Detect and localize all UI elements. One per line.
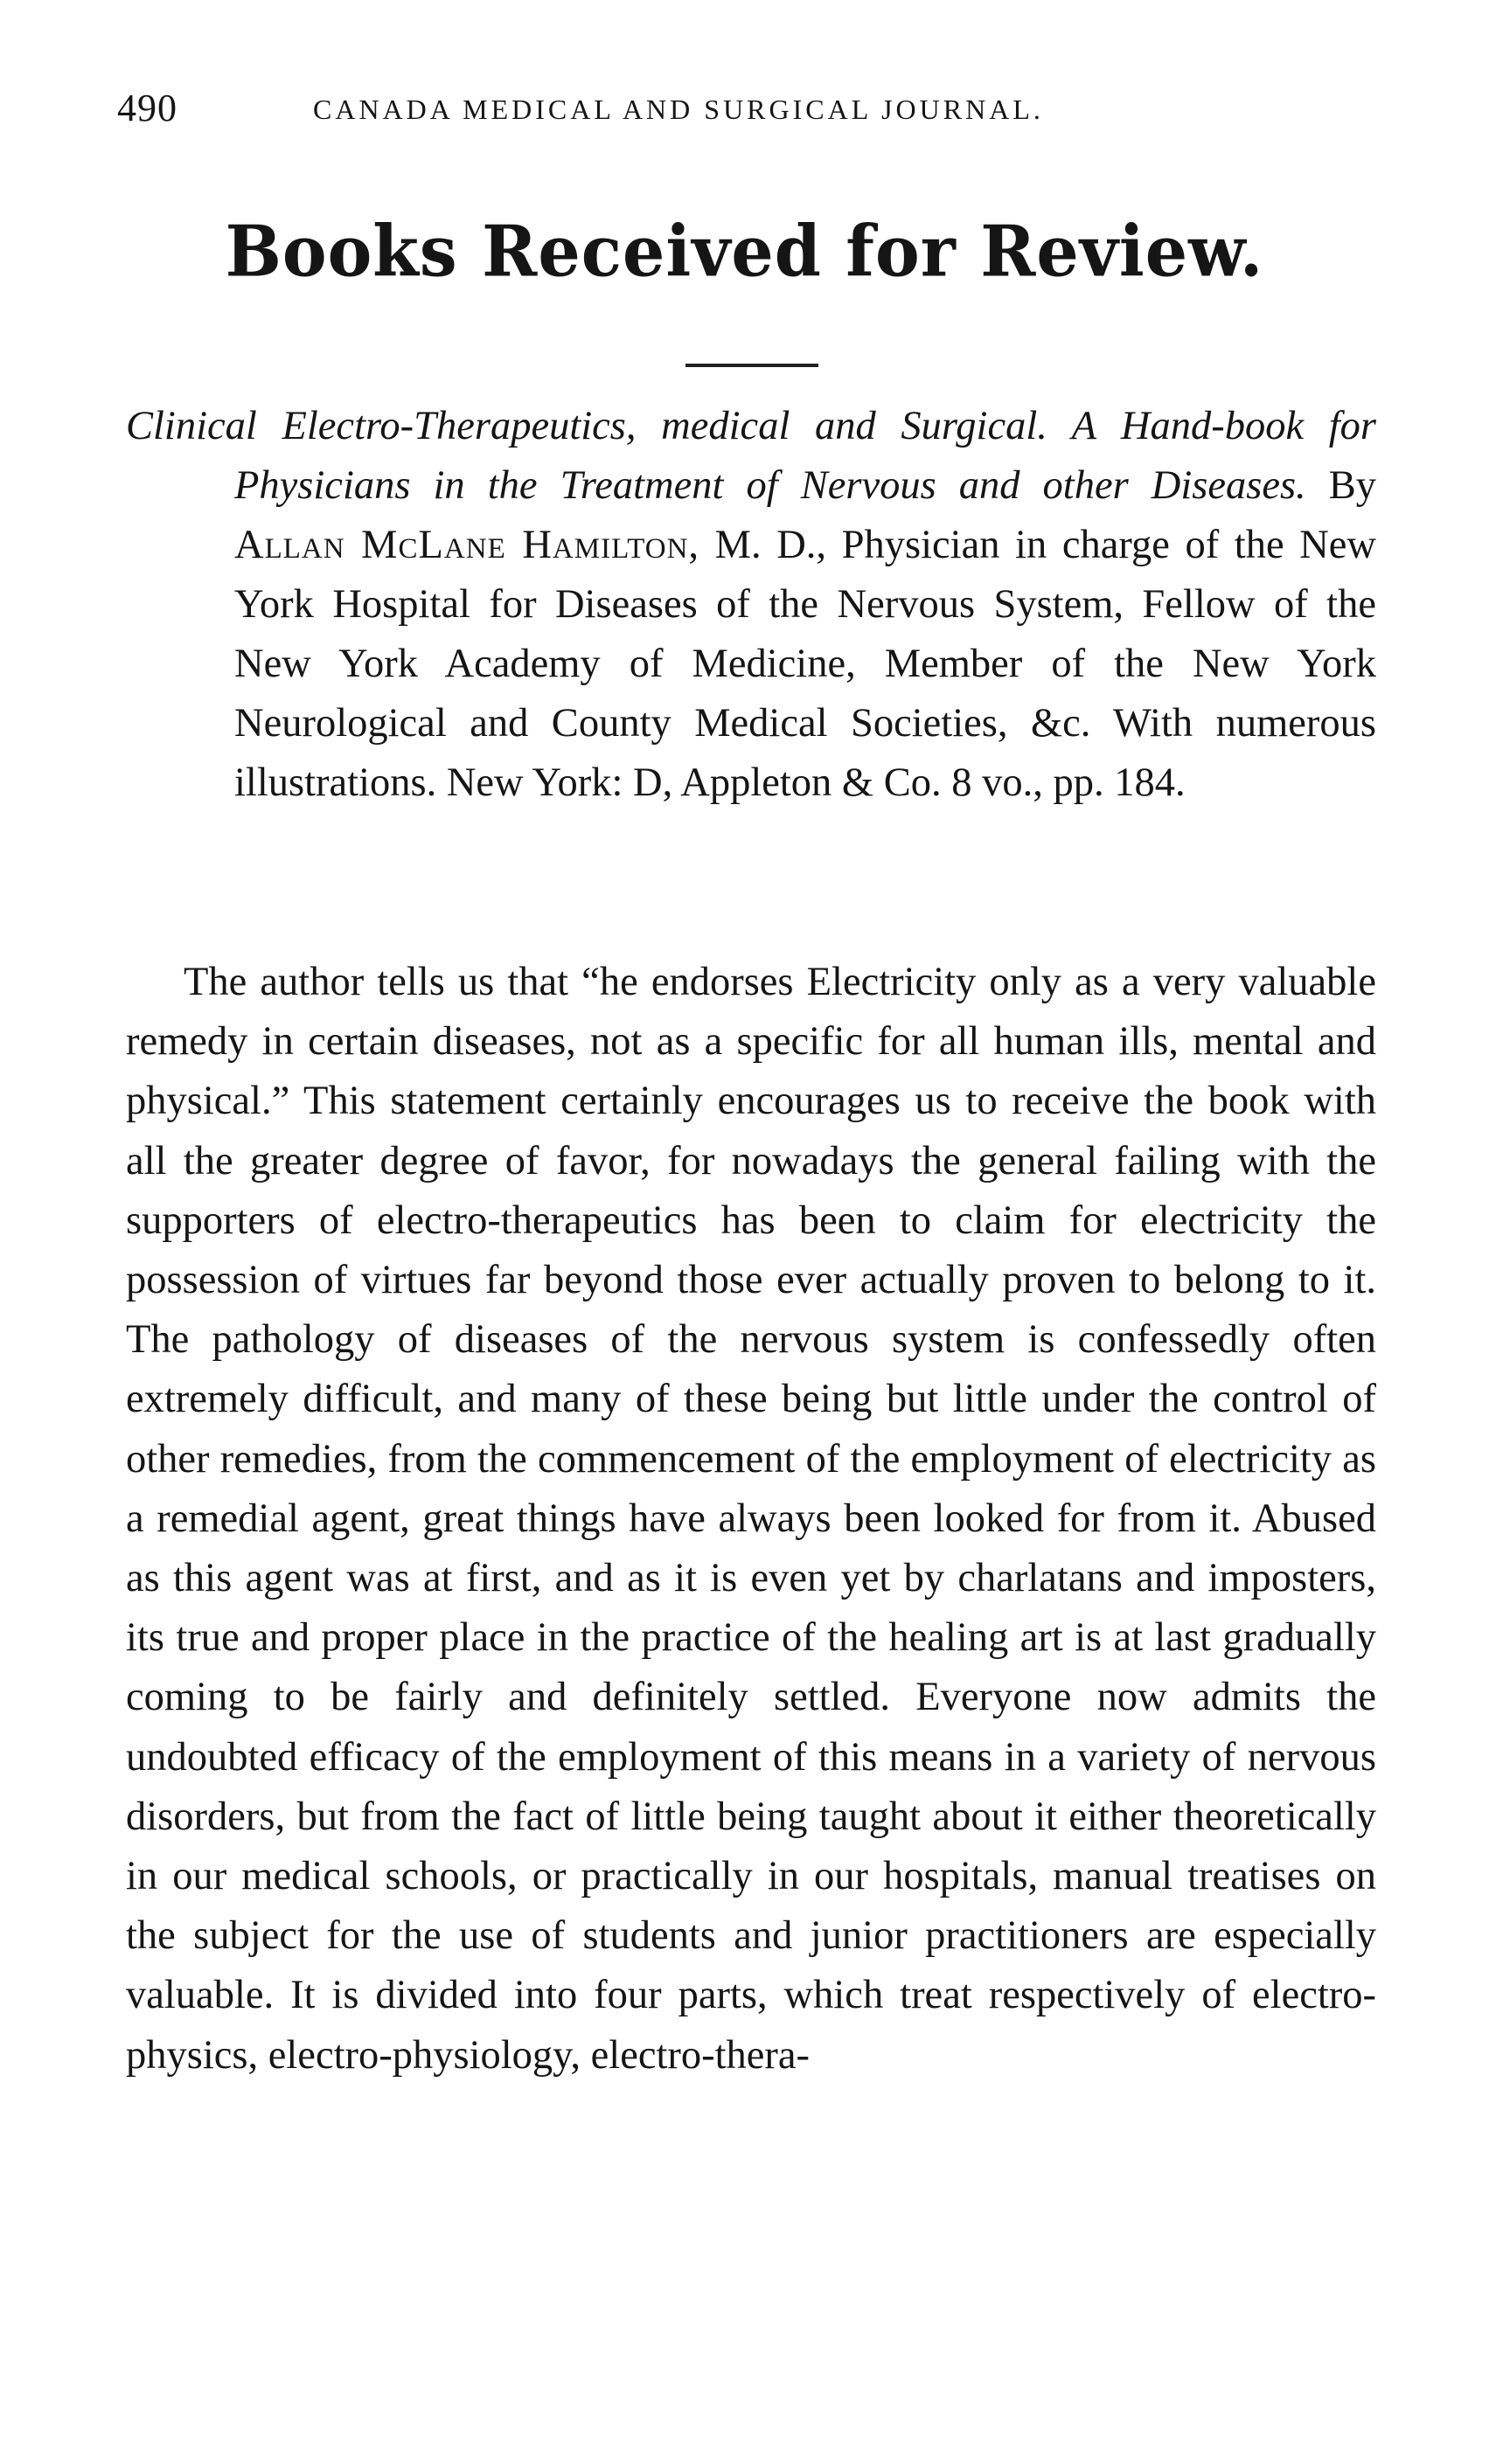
review-paragraph: The author tells us that “he endorses Electricity only as a very valuable remedy in certain diseases, not as a specific for all human ills, mental and physical.” This statement certainly encourages us to receive the book with all the greater degree of favor, for nowadays the general failing with the supporters of electro-therapeutics has been to claim for electricity the possession of virtues far beyond those ever actually proven to belong to it. The pathology of diseases of the nervous system is confessedly often extremely difficult, and many of these being but little under the control of other remedies, from the commencement of the employment of electricity as a remedial agent, great things have always been looked for from it. Abused as this agent was at first, and as it is even yet by charlatans and imposters, its true and proper place in the practice of the healing art is at last gradually coming to be fairly and definitely settled. Everyone now admits the undoubted efficacy of the employment of this means in a variety of nervous disorders, but from the fact of little being taught about it either theoretically in our medical schools, or practically in our hospitals, manual treatises on the subject for the use of students and junior practitioners are especially valuable. It is divided into four parts, which treat respectively of electro-physics, electro-physiology, electro-thera- [126,960,1376,2078]
citation-by: By [1328,463,1376,508]
book-title: Clinical Electro-Therapeutics, medical and Surgical. A Hand-book for Physicians in the Treatment of Nervous and other Diseases. [126,404,1376,508]
book-author: Allan McLane Hamilton, [234,523,700,567]
section-heading: Books Received for Review. [225,210,1264,293]
journal-title: CANADA MEDICAL AND SURGICAL JOURNAL. [313,94,1044,125]
heading-divider [685,364,818,367]
book-citation [126,397,1376,813]
running-head [117,84,1376,133]
page-number: 490 [117,87,177,129]
author-details: M. D., Physician in charge of the New York Hospital for Diseases of the Nervous System, Fellow of the New York Academy of Medicine, Member of the New York Neurological and County Medical Societies, &c. With numerous illustrations. New York: D, Appleton & Co. 8 vo., pp. 184. [234,523,1377,805]
